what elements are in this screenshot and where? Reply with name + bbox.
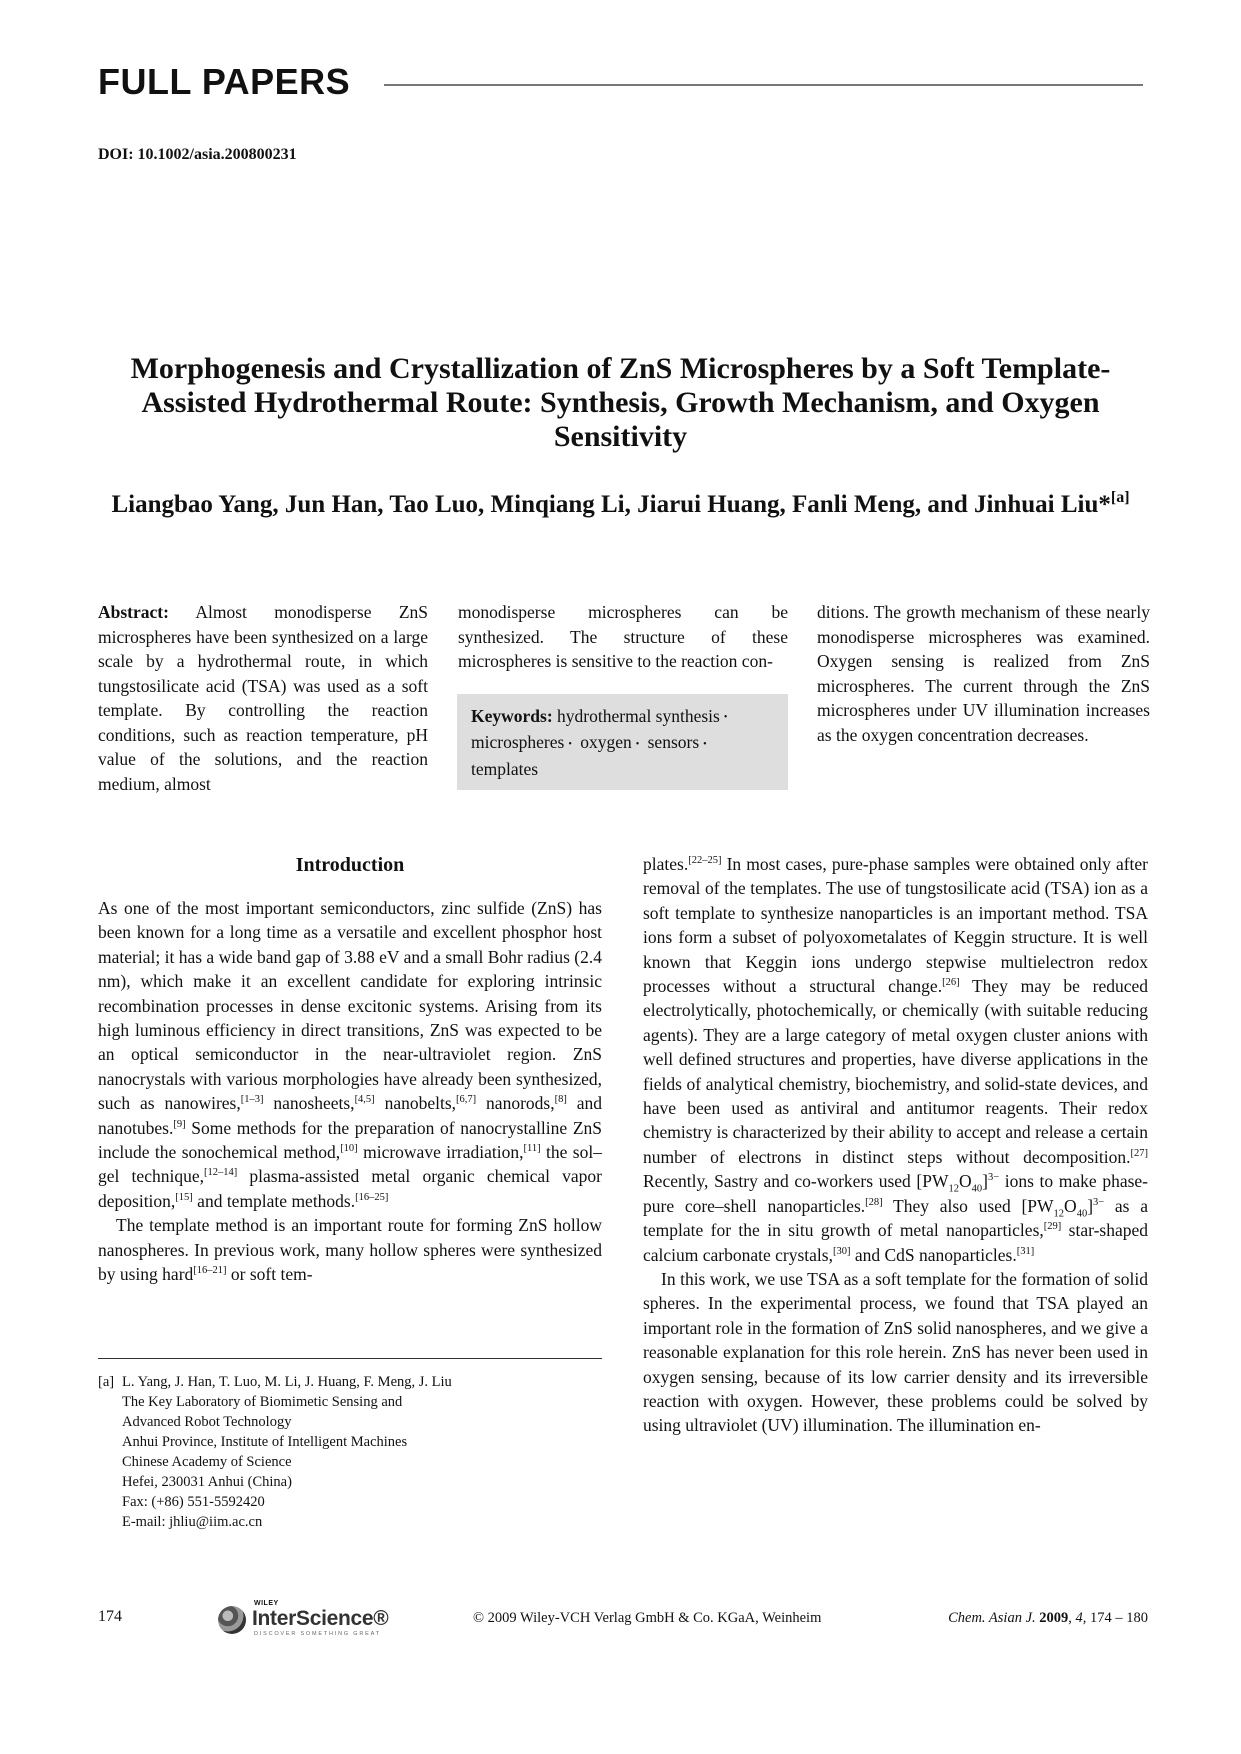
page-number: 174 [98, 1608, 122, 1625]
citation-ref: [12–14] [203, 1167, 238, 1179]
citation-ref: [30] [832, 1245, 851, 1257]
abstract-text-3: ditions. The growth mechanism of these nearly monodisperse microspheres was examined. Oxygen sensing is realized from ZnS microspheres. The current through the ZnS microspheres under UV illumination increases as the oxygen concentration decreases. [817, 602, 1150, 745]
footnote-line: The Key Laboratory of Biomimetic Sensing and [122, 1394, 403, 1410]
citation-ref: [8] [554, 1094, 567, 1106]
body-paragraph: The template method is an important route for forming ZnS hollow nanospheres. In previous work, many hollow spheres were synthesized by using hard[16–21] or soft tem- [98, 1215, 602, 1285]
citation-ref: [10] [340, 1143, 358, 1155]
footnote-body [122, 1372, 602, 1532]
article-title: Morphogenesis and Crystallization of ZnS Microspheres by a Soft Template-Assisted Hydrothermal Route: Synthesis, Growth Mechanism, and Oxygen Sensitivity [130, 352, 1111, 453]
journal-citation: Chem. Asian J. 2009, 4, 174 – 180 [948, 1610, 1148, 1626]
chemical-formula: $[PW_{12}O_{40}]^{3-}$ [1021, 1195, 1105, 1220]
bullet-separator: • [635, 738, 640, 750]
footnote-mark: [a] [98, 1374, 115, 1390]
citation-ref: [6,7] [456, 1094, 477, 1106]
page-footer [98, 1600, 1148, 1642]
keywords-label: Keywords: [471, 706, 553, 726]
citation-ref: [11] [523, 1143, 541, 1155]
abstract-column-1 [98, 600, 428, 796]
body-paragraph: As one of the most important semiconductors, zinc sulfide (ZnS) has been known for a long time as a versatile and excellent phosphor host material; it has a wide band gap of 3.88 eV and a small Bohr radius (2.4 nm), which make it an excellent candidate for exploring intrinsic recombination processes in dense excitonic systems. Arising from its high luminous efficiency in direct transitions, ZnS was expected to be an optical semiconductor in the near-ultraviolet region. ZnS nanocrystals with various morphologies have already been synthesized, such as nanowires,[1–3] nanosheets,[4,5] nanobelts,[6,7] nanorods,[8] and nanotubes.[9] Some methods for the preparation of nanocrystalline ZnS include the sonochemical method,[10] microwave irradiation,[11] the sol–gel technique,[12–14] plasma-assisted metal organic chemical vapor deposition,[15] and template methods.[16–25] [98, 898, 603, 1211]
footnote-line: L. Yang, J. Han, T. Luo, M. Li, J. Huang, F. Meng, J. Liu [122, 1374, 452, 1390]
footnote-line: Chinese Academy of Science [122, 1454, 292, 1470]
keyword: templates [471, 758, 539, 779]
running-header [98, 62, 1143, 102]
footnote-email[interactable]: E-mail: jhliu@iim.ac.cn [122, 1514, 263, 1530]
footnote-line: Anhui Province, Institute of Intelligent Machines [122, 1434, 408, 1450]
doi: DOI: 10.1002/asia.200800231 [98, 146, 297, 163]
body-column-right [643, 852, 1148, 1438]
citation-ref: [27] [1130, 1148, 1148, 1160]
interscience-logo: WILEY InterScience® DISCOVER SOMETHING GREAT [218, 1600, 388, 1640]
footnote-line: Hefei, 230031 Anhui (China) [122, 1474, 292, 1490]
chemical-formula: $[PW_{12}O_{40}]^{3-}$ [916, 1171, 1000, 1195]
body-paragraph: In this work, we use TSA as a soft template for the formation of solid spheres. In the experimental process, we found that TSA played an important role in the formation of ZnS solid nanospheres, and we give a reasonable explanation for this role herein. ZnS has never been used in oxygen sensing, because of its low carrier density and its irreversible reaction with oxygen. However, these problems could be solved by using ultraviolet (UV) illumination. The illumination en- [643, 1268, 1148, 1436]
body-paragraph: plates.[22–25] In most cases, pure-phase samples were obtained only after removal of the templates. The use of tungstosilicate acid (TSA) ion as a soft template to synthesize nanoparticles is an important method. TSA ions form a subset of polyoxometalates of Keggin structure. It is well known that Keggin ions undergo stepwise multielectron redox processes without a structural change.[26] They may be reduced electrolytically, photochemically, or chemically (with suitable reducing agents). They are a large category of metal oxygen cluster anions with well defined structures and properties, have diverse applications in the fields of analytical chemistry, biochemistry, and solid-state devices, and have been used as antiviral and antitumor reagents. Their redox chemistry is characterized by their ability to accept and release a certain number of electrons in distinct steps without decomposition.[27] Recently, Sastry and co-workers used $[PW_{12}O_{40}]^{3-}$ ions to make phase-pure core–shell nanoparticles.[28] They also used $[PW_{12}O_{40}]^{3-}$ as a template for the in situ growth of metal nanoparticles,[29] star-shaped calcium carbonate crystals,[30] and CdS nanoparticles.[31] [643, 854, 1148, 1265]
footnote-line: Advanced Robot Technology [122, 1414, 292, 1430]
keyword: hydrothermal synthesis [557, 706, 720, 726]
abstract-text-1: Almost monodisperse ZnS microspheres have been synthesized on a large scale by a hydrothermal route, in which tungstosilicate acid (TSA) was used as a soft template. By controlling the reaction conditions, such as reaction temperature, pH value of the solutions, and the reaction medium, almost [98, 602, 428, 794]
abstract-text-2: monodisperse microspheres can be synthesized. The structure of these microspheres is sensitive to the reaction con- [458, 602, 788, 671]
citation-ref: [4,5] [354, 1094, 375, 1106]
citation-ref: [22–25] [688, 855, 722, 867]
affiliation-footnote [98, 1372, 602, 1532]
footnote-line: Fax: (+86) 551-5592420 [122, 1494, 265, 1510]
abstract-column-2 [458, 600, 788, 674]
keywords-box [457, 694, 788, 790]
author-names: Liangbao Yang, Jun Han, Tao Luo, Minqiang Li, Jiarui Huang, Fanli Meng, and Jinhuai Liu* [111, 491, 1111, 518]
citation-ref: [26] [942, 977, 960, 989]
author-affiliation-mark: [a] [1110, 489, 1130, 506]
citation-ref: [9] [173, 1118, 186, 1130]
bullet-separator: • [703, 738, 707, 750]
citation-ref: [16–21] [193, 1265, 227, 1277]
keyword: oxygen [580, 732, 632, 753]
citation-ref: [31] [1016, 1245, 1035, 1257]
citation-ref: [28] [865, 1196, 883, 1208]
citation-ref: [16–25] [355, 1192, 389, 1204]
citation-ref: [1–3] [240, 1094, 264, 1106]
citation-ref: [15] [175, 1192, 193, 1204]
bullet-separator: • [568, 738, 572, 750]
globe-icon [218, 1606, 246, 1634]
section-heading-introduction: Introduction [295, 854, 405, 876]
author-list [110, 490, 1131, 520]
abstract-label: Abstract: [98, 602, 169, 622]
citation-ref: [29] [1043, 1221, 1062, 1233]
keyword: sensors [647, 732, 700, 753]
body-column-left [98, 852, 602, 1287]
section-label: FULL PAPERS [98, 61, 351, 102]
keyword: microspheres [471, 732, 565, 753]
bullet-separator: • [723, 712, 728, 724]
abstract-column-3 [817, 600, 1150, 747]
footnote-rule [98, 1358, 602, 1359]
copyright-notice: © 2009 Wiley-VCH Verlag GmbH & Co. KGaA, Weinheim [473, 1610, 822, 1626]
header-rule [384, 84, 1143, 86]
